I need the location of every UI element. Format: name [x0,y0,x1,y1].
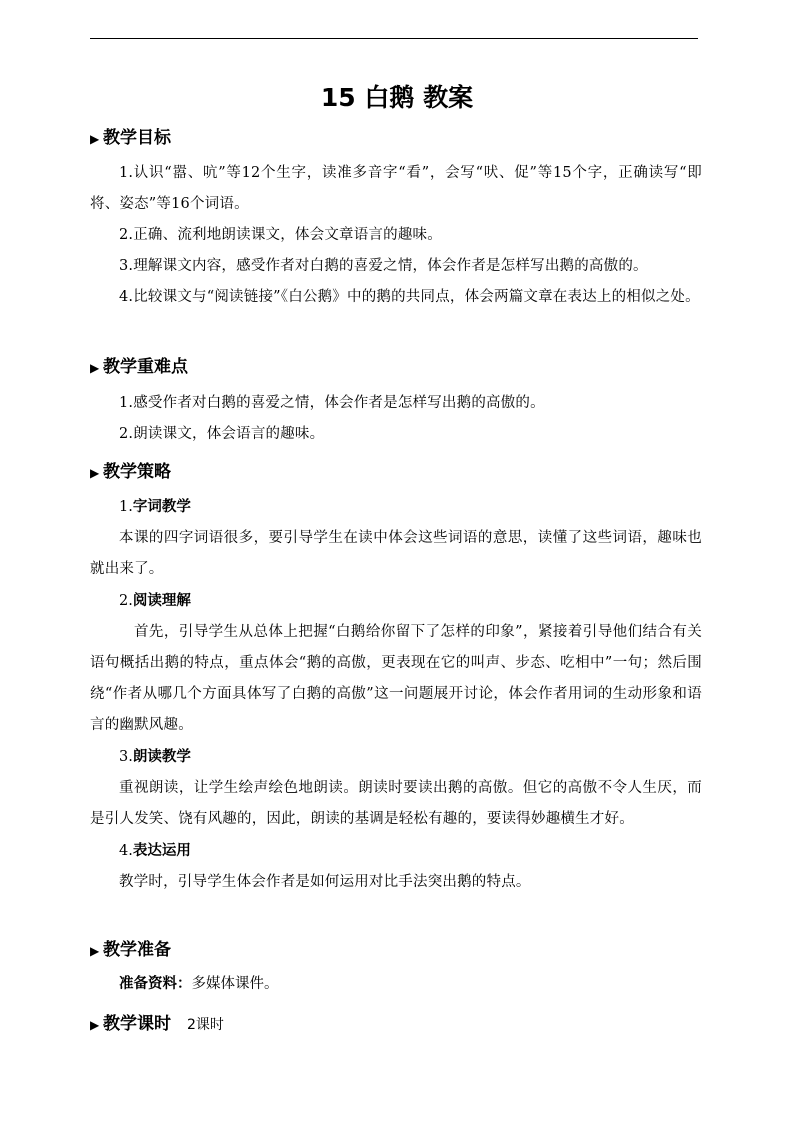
section-heading: ▶ 教学准备 [90,938,702,963]
section-heading: ▶ 教学目标 [90,126,702,151]
prep-label: 准备资料： [119,976,192,992]
page-title: 15 白鹅 教案 [320,83,474,112]
key-point-item: 1.感受作者对白鹅的喜爱之情，体会作者是怎样写出鹅的高傲的。 [119,395,545,411]
section-prep [90,938,702,963]
prep-value: 多媒体课件。 [191,976,279,992]
strategy-subheading: 1.字词教学 [119,498,191,515]
goal-item: 1.认识“嚣、吭”等12个生字，读准多音字“看”，会写“吠、促”等15个字，正确读写“即将、姿态”等16个词语。 [90,165,702,212]
triangle-bullet-icon: ▶ [90,132,100,146]
strategy-subheading: 2.阅读理解 [119,592,191,609]
section-heading: ▶ 教学重难点 [90,355,702,380]
section-strategy [90,460,702,485]
goals-list [90,158,702,313]
strategy-paragraph: 首先，引导学生从总体上把握“白鹅给你留下了怎样的印象”，紧接着引导他们结合有关语句概括出鹅的特点，重点体会“鹅的高傲，更表现在它的叫声、步态、吃相中”一句；然后围绕“作者从哪几个方面具体写了白鹅的高傲”这一问题展开讨论，体会作者用词的生动形象和语言的幽默风趣。 [90,624,702,733]
goal-item: 4.比较课文与“阅读链接”《白公鹅》中的鹅的共同点，体会两篇文章在表达上的相似之处。 [119,289,700,305]
strategy-paragraph: 教学时，引导学生体会作者是如何运用对比手法突出鹅的特点。 [119,874,531,890]
triangle-bullet-icon: ▶ [90,361,100,375]
section-heading: ▶ 教学策略 [90,460,702,485]
hours-value: 2课时 [187,1017,224,1033]
triangle-bullet-icon: ▶ [90,944,100,958]
section-hours [90,1012,702,1037]
section-heading: ▶ 教学课时 2课时 [90,1012,702,1037]
strategy-body [90,491,702,898]
strategy-subheading: 3.朗读教学 [119,748,191,765]
strategy-paragraph: 本课的四字词语很多，要引导学生在读中体会这些词语的意思，读懂了这些词语，趣味也就出来了。 [90,530,702,577]
strategy-paragraph: 重视朗读，让学生绘声绘色地朗读。朗读时要读出鹅的高傲。但它的高傲不令人生厌，而是引人发笑、饶有风趣的，因此，朗读的基调是轻松有趣的，要读得妙趣横生才好。 [90,780,702,827]
section-key-points [90,355,702,380]
strategy-subheading: 4.表达运用 [119,842,191,859]
header-rule [90,38,698,39]
prep-line [90,969,702,1000]
section-goals [90,126,702,151]
goal-item: 3.理解课文内容，感受作者对白鹅的喜爱之情，体会作者是怎样写出鹅的高傲的。 [119,258,648,274]
triangle-bullet-icon: ▶ [90,466,100,480]
prep-body [90,969,702,1000]
key-points-list [90,388,702,450]
goal-item: 2.正确、流利地朗读课文，体会文章语言的趣味。 [119,227,442,243]
triangle-bullet-icon: ▶ [90,1018,100,1032]
key-point-item: 2.朗读课文，体会语言的趣味。 [119,426,325,442]
